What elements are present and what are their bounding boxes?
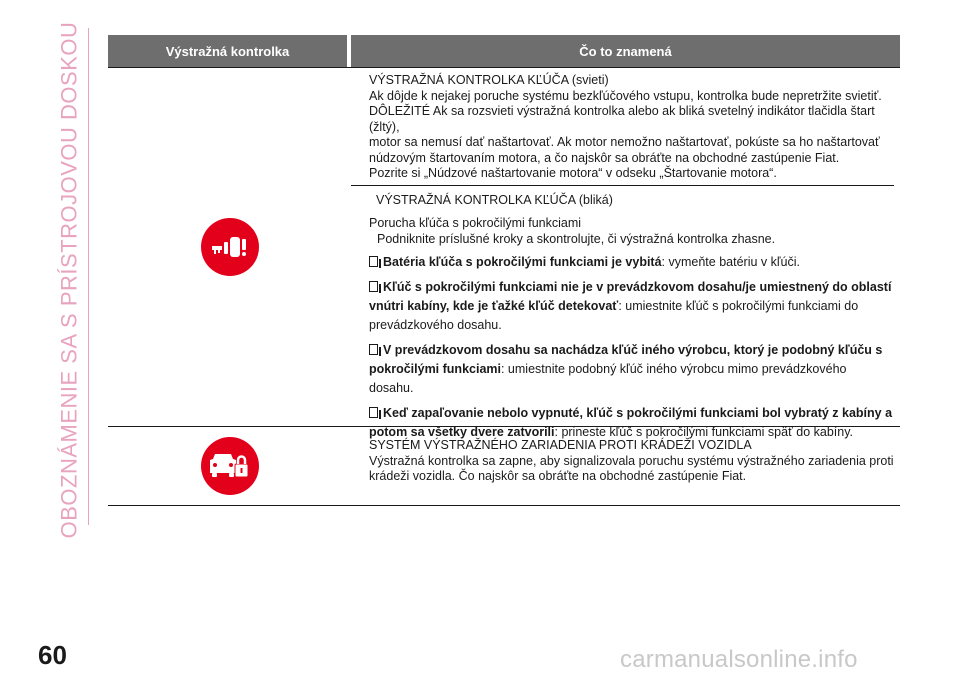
anti-theft-title: SYSTÉM VÝSTRAŽNÉHO ZARIADENIA PROTI KRÁDEŽI VOZIDLA <box>369 438 752 452</box>
checkbox-bullet-icon <box>369 281 378 292</box>
important-note-3: núdzovým štartovaním motora, a čo najskôr sa obráťte na obchodné zastúpenie Fiat. <box>369 150 840 165</box>
meaning-cell <box>351 427 900 505</box>
car-lock-icon <box>201 437 259 495</box>
checkbox-bullet-icon <box>369 407 378 418</box>
key-warning-title: VÝSTRAŽNÁ KONTROLKA KĽÚČA (svieti) <box>369 73 609 87</box>
bullet-text: : vymeňte batériu v kľúči. <box>661 255 800 269</box>
watermark: carmanualsonline.info <box>620 646 858 673</box>
bullet-text: : prineste kľúč s pokročilými funkciami späť do kabíny. <box>554 425 853 439</box>
header-meaning: Čo to znamená <box>351 35 900 67</box>
key-warning-icon <box>201 218 259 276</box>
bullet-bold: Batéria kľúča s pokročilými funkciami je vybitá <box>383 255 662 269</box>
icon-cell <box>108 427 351 505</box>
meaning-cell <box>351 68 900 439</box>
fault-title: Porucha kľúča s pokročilými funkciami <box>369 216 582 230</box>
bullet-text: : umiestnite kľúč s pokročilými funkciami do prevádzkového dosahu. <box>369 299 859 332</box>
table-row <box>108 67 900 439</box>
header-warning-light: Výstražná kontrolka <box>108 35 347 67</box>
side-section-title <box>54 21 84 539</box>
checkbox-bullet-icon <box>369 256 378 267</box>
reference-note: Pozrite si „Núdzové naštartovanie motora“ v odseku „Štartovanie motora“. <box>369 166 777 180</box>
side-section-title-text: OBOZNÁMENIE SA S PRÍSTROJOVOU DOSKOU <box>56 21 81 539</box>
bullet-bold: V prevádzkovom dosahu sa nachádza kľúč iného výrobcu, ktorý je podobný kľúču s pokročilými funkciami <box>369 343 883 376</box>
important-note-1: DÔLEŽITÉ Ak sa rozsvieti výstražná kontrolka alebo ak bliká svetelný indikátor tlačidla štart (žltý), <box>369 104 875 134</box>
bullet-bold: Kľúč s pokročilými funkciami nie je v prevádzkovom dosahu/je umiestnený do oblastí vnútri kabíny, kde je ťažké kľúč detekovať <box>369 280 892 313</box>
list-item <box>369 341 894 398</box>
table-header <box>108 35 900 67</box>
anti-theft-text-1: Výstražná kontrolka sa zapne, aby signalizovala poruchu systému výstražného zariadenia proti <box>369 453 894 468</box>
list-item <box>369 253 894 272</box>
key-warning-text: Ak dôjde k nejakej poruche systému bezkľúčového vstupu, kontrolka bude nepretržite svietiť. <box>369 88 882 103</box>
table-row <box>108 426 900 506</box>
checkbox-bullet-icon <box>369 344 378 355</box>
side-divider-line <box>88 28 89 525</box>
sub-divider <box>351 185 894 186</box>
important-note-2: motor sa nemusí dať naštartovať. Ak motor nemožno naštartovať, pokúste sa ho naštartovať <box>369 135 880 149</box>
bullet-bold: Keď zapaľovanie nebolo vypnuté, kľúč s pokročilými funkciami bol vybratý z kabíny a potom sa všetky dvere zatvorili <box>369 406 893 439</box>
bullet-text: : umiestnite podobný kľúč iného výrobcu mimo prevádzkového dosahu. <box>369 362 847 395</box>
anti-theft-text-2: krádeži vozidla. Čo najskôr sa obráťte na obchodné zastúpenie Fiat. <box>369 469 747 483</box>
warning-lights-table <box>108 35 900 506</box>
fault-intro: Podniknite príslušné kroky a skontrolujte, či výstražná kontrolka zhasne. <box>377 231 776 246</box>
list-item <box>369 278 894 335</box>
icon-cell <box>108 68 351 426</box>
blink-title: VÝSTRAŽNÁ KONTROLKA KĽÚČA (bliká) <box>376 192 613 207</box>
page-number: 60 <box>38 640 67 670</box>
